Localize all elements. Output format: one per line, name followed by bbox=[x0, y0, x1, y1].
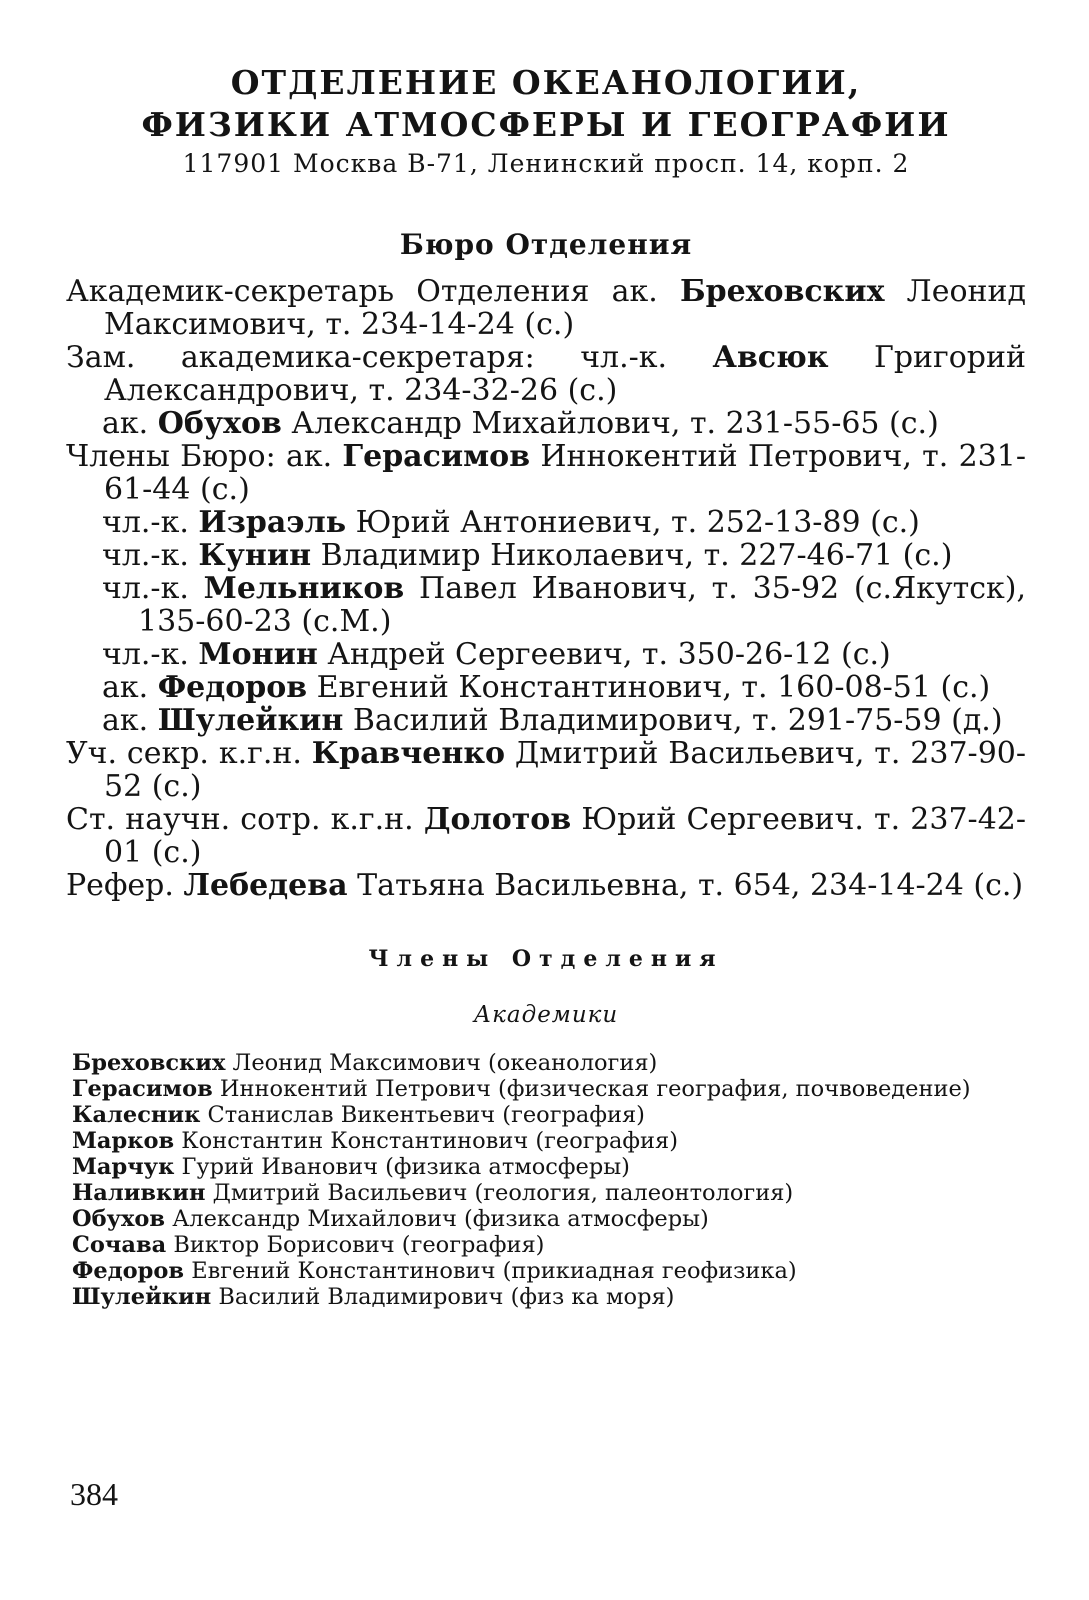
entry-details: Павел Иванович, т. 35-92 (с.Якутск), 135-60-23 (с.М.) bbox=[138, 571, 1026, 639]
member-surname: Мельников bbox=[203, 571, 405, 606]
entry-details: Иннокентий Петрович, т. 231-61-44 (с.) bbox=[104, 439, 1026, 507]
academician-entry bbox=[72, 1206, 1026, 1232]
document-page bbox=[66, 62, 1026, 1310]
entry-details: Евгений Константинович, т. 160-08-51 (с.) bbox=[307, 670, 991, 705]
academician-entry bbox=[72, 1076, 1026, 1102]
academician-surname: Наливкин bbox=[72, 1180, 206, 1206]
entry-prefix: ак. bbox=[102, 670, 158, 705]
entry-prefix: чл.-к. bbox=[102, 505, 199, 540]
bureau-entry bbox=[66, 737, 1026, 803]
academician-entry bbox=[72, 1128, 1026, 1154]
member-surname: Бреховских bbox=[679, 274, 885, 309]
entry-details: Андрей Сергеевич, т. 350-26-12 (с.) bbox=[317, 637, 891, 672]
department-address: 117901 Москва В-71, Ленинский просп. 14, корп. 2 bbox=[182, 149, 910, 178]
member-surname: Федоров bbox=[157, 670, 308, 705]
member-surname: Долотов bbox=[423, 802, 572, 837]
academician-entry bbox=[72, 1154, 1026, 1180]
department-title-line-2: ФИЗИКИ АТМОСФЕРЫ И ГЕОГРАФИИ bbox=[141, 105, 951, 144]
bureau-entry bbox=[66, 803, 1026, 869]
member-surname: Лебедева bbox=[183, 868, 348, 903]
bureau-entry bbox=[66, 869, 1026, 902]
members-heading: Члены Отделения bbox=[368, 946, 724, 972]
entry-details: Леонид Максимович, т. 234-14-24 (с.) bbox=[104, 274, 1026, 342]
bureau-entry bbox=[66, 671, 1026, 704]
member-surname: Кравченко bbox=[311, 736, 506, 771]
academician-details: Гурий Иванович (физика атмосферы) bbox=[174, 1154, 630, 1180]
entry-details: Татьяна Васильевна, т. 654, 234-14-24 (с.) bbox=[347, 868, 1024, 903]
academician-details: Виктор Борисович (география) bbox=[166, 1232, 545, 1258]
bureau-entry bbox=[66, 341, 1026, 407]
member-surname: Израэль bbox=[198, 505, 347, 540]
entry-prefix: Зам. академика-секретаря: чл.-к. bbox=[66, 340, 713, 375]
member-surname: Авсюк bbox=[712, 340, 829, 375]
entry-details: Василий Владимирович, т. 291-75-59 (д.) bbox=[343, 703, 1003, 738]
academician-entry bbox=[72, 1102, 1026, 1128]
bureau-entry bbox=[66, 539, 1026, 572]
page-number: 384 bbox=[70, 1476, 118, 1512]
academician-entry bbox=[72, 1180, 1026, 1206]
academician-details: Леонид Максимович (океанология) bbox=[225, 1050, 658, 1076]
bureau-entry bbox=[66, 440, 1026, 506]
member-surname: Кунин bbox=[198, 538, 312, 573]
academician-details: Иннокентий Петрович (физическая география, почвоведение) bbox=[212, 1076, 971, 1102]
member-surname: Обухов bbox=[157, 406, 282, 441]
academician-surname: Бреховских bbox=[72, 1050, 226, 1076]
academician-surname: Марков bbox=[72, 1128, 175, 1154]
academician-surname: Марчук bbox=[72, 1154, 175, 1180]
bureau-entry bbox=[66, 275, 1026, 341]
bureau-list bbox=[66, 275, 1026, 902]
entry-details: Александр Михайлович, т. 231-55-65 (с.) bbox=[281, 406, 939, 441]
member-surname: Шулейкин bbox=[157, 703, 344, 738]
entry-prefix: Члены Бюро: ак. bbox=[66, 439, 343, 474]
entry-details: Юрий Антониевич, т. 252-13-89 (с.) bbox=[346, 505, 920, 540]
entry-details: Юрий Сергеевич. т. 237-42-01 (с.) bbox=[104, 802, 1027, 870]
academician-details: Константин Константинович (география) bbox=[174, 1128, 678, 1154]
academician-surname: Федоров bbox=[72, 1258, 185, 1284]
academician-details: Александр Михайлович (физика атмосферы) bbox=[165, 1206, 709, 1232]
entry-details: Владимир Николаевич, т. 227-46-71 (с.) bbox=[311, 538, 953, 573]
bureau-entry bbox=[66, 704, 1026, 737]
entry-prefix: чл.-к. bbox=[102, 637, 199, 672]
entry-prefix: Рефер. bbox=[66, 868, 184, 903]
bureau-entry bbox=[66, 407, 1026, 440]
academician-details: Евгений Константинович (прикиадная геофизика) bbox=[184, 1258, 797, 1284]
member-surname: Герасимов bbox=[342, 439, 531, 474]
member-surname: Монин bbox=[198, 637, 318, 672]
entry-details: Григорий Александрович, т. 234-32-26 (с.) bbox=[104, 340, 1026, 408]
academician-surname: Шулейкин bbox=[72, 1284, 212, 1310]
academician-surname: Сочава bbox=[72, 1232, 167, 1258]
entry-prefix: Ст. научн. сотр. к.г.н. bbox=[66, 802, 424, 837]
entry-prefix: ак. bbox=[102, 703, 158, 738]
academicians-subheading: Академики bbox=[473, 1002, 619, 1028]
department-title-line-1: ОТДЕЛЕНИЕ ОКЕАНОЛОГИИ, bbox=[230, 63, 862, 102]
academician-surname: Обухов bbox=[72, 1206, 166, 1232]
academician-surname: Калесник bbox=[72, 1102, 201, 1128]
academician-details: Дмитрий Васильевич (геология, палеонтология) bbox=[205, 1180, 794, 1206]
academician-surname: Герасимов bbox=[72, 1076, 213, 1102]
entry-prefix: Уч. секр. к.г.н. bbox=[66, 736, 312, 771]
academician-entry bbox=[72, 1050, 1026, 1076]
bureau-entry bbox=[66, 572, 1026, 638]
academician-entry bbox=[72, 1232, 1026, 1258]
entry-prefix: ак. bbox=[102, 406, 158, 441]
academician-details: Станислав Викентьевич (география) bbox=[200, 1102, 645, 1128]
academician-entry bbox=[72, 1284, 1026, 1310]
bureau-entry bbox=[66, 638, 1026, 671]
entry-prefix: чл.-к. bbox=[102, 571, 204, 606]
academicians-list bbox=[66, 1050, 1026, 1310]
academician-entry bbox=[72, 1258, 1026, 1284]
bureau-entry bbox=[66, 506, 1026, 539]
entry-prefix: чл.-к. bbox=[102, 538, 199, 573]
academician-details: Василий Владимирович (физ ка моря) bbox=[211, 1284, 675, 1310]
entry-details: Дмитрий Васильевич, т. 237-90-52 (с.) bbox=[104, 736, 1027, 804]
entry-prefix: Академик-секретарь Отделения ак. bbox=[66, 274, 680, 309]
bureau-heading: Бюро Отделения bbox=[399, 228, 693, 261]
